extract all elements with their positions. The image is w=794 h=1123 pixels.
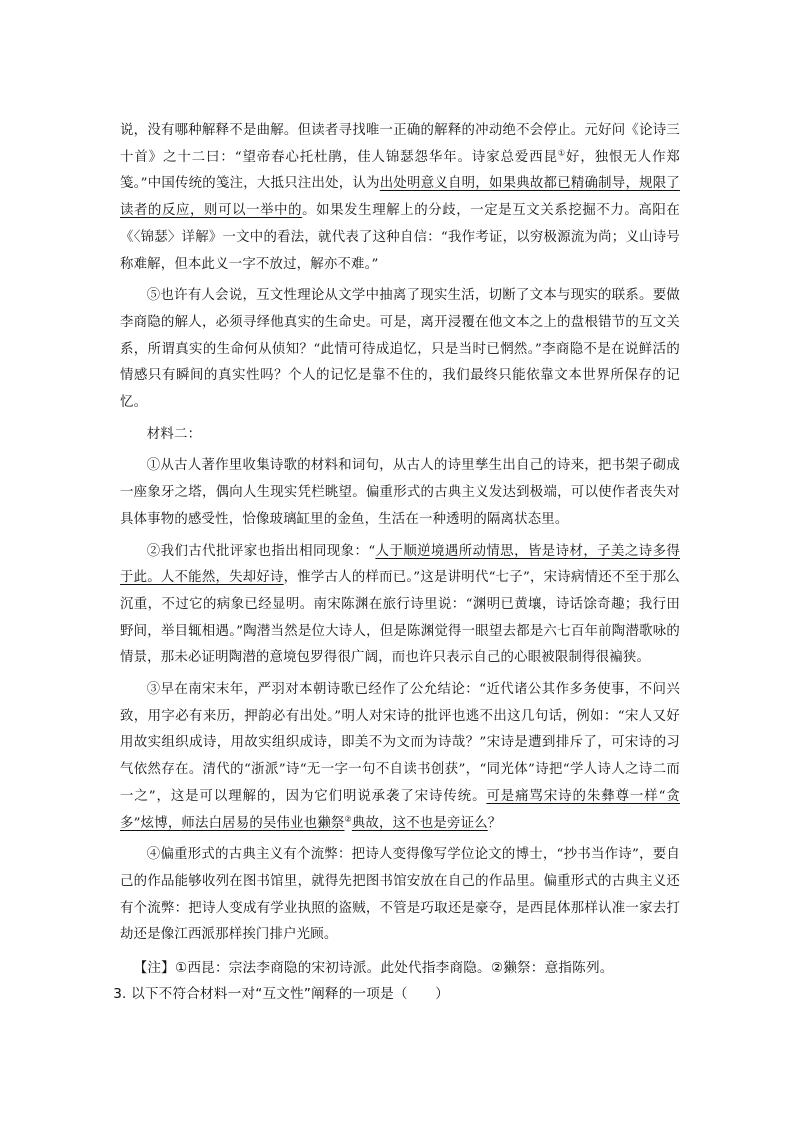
footnote-marker-1: ①	[557, 148, 567, 158]
material-two-para-1: ①从古人著作里收集诗歌的材料和词句，从古人的诗里孳生出自己的诗来，把书架子砌成一座象牙之塔，偶向人生现实凭栏眺望。偏重形式的古典主义发达到极端，可以使作者丧失对具体事物的感受性，恰像玻璃缸里的金鱼，生活在一种透明的隔离状态里。	[120, 458, 680, 527]
document-page	[113, 118, 681, 1007]
underlined-passage: 可是痛骂宋诗的朱彝尊一样“贪多”炫博，师法白居易的吴伟业也獭祭	[120, 788, 680, 831]
material-two-heading: 材料二：	[146, 426, 202, 442]
paragraph-continued: 说，没有哪种解释不是曲解。但读者寻找唯一正确的解释的冲动绝不会停止。元好问《论诗三十首》之十二曰：“望帝春心托杜鹃，佳人锦瑟怨华年。诗家总爱西昆①好，独恨无人作郑笺。”中国传统的笺注，大抵只注出处，认为出处明意义自明，如果典故都已精确制导，规限了读者的反应，则可以一举中的。如果发生理解上的分歧，一定是互文关系挖掘不力。高阳在《〈锦瑟〉详解》一文中的看法，就代表了这种自信：“我作考证，以穷极源流为尚；义山诗号称难解，但本此义一字不放过，解亦不难。”	[120, 123, 680, 272]
footnote-marker-2: ②	[344, 814, 352, 824]
underlined-passage: 典故，这不也是旁证么	[351, 815, 488, 831]
material-two-para-3: ③早在南宋末年，严羽对本朝诗歌已经作了公允结论：“近代诸公其作多务使事，不问兴致，用字必有来历，押韵必有出处。”明人对宋诗的批评也逃不出这几句话，例如：“宋人又好用故实组织成诗，用故实组织成诗，即美不为文而为诗哉？”宋诗是遭到排斥了，可宋诗的习气依然存在。清代的“浙派”诗“无一字一句不自读书创获”，“同光体”诗把“学人诗人之诗二而一之”，这是可以理解的，因为它们明说承袭了宋诗传统。可是痛骂宋诗的朱彝尊一样“贪多”炫博，师法白居易的吴伟业也獭祭②典故，这不也是旁证么？	[120, 682, 680, 831]
underlined-passage: 出处明意义自明，如果典故都已精确制导，规限了读者的反应，则可以一举中的	[120, 176, 680, 219]
underlined-passage: 人于顺逆境遇所动情思，皆是诗材，子美之诗多得于此。人不能然，失却好诗	[120, 543, 681, 586]
material-two-para-2: ②我们古代批评家也指出相同现象：“人于顺逆境遇所动情思，皆是诗材，子美之诗多得于此。人不能然，失却好诗，惟学古人的样而已。”这是讲明代“七子”，宋诗病情还不至于那么沉重，不过它的病象已经显明。南宋陈渊在旅行诗里说：“渊明已黄壤，诗话馀奇趣；我行田野间，举目辄相遇。”陶潜当然是位大诗人，但是陈渊觉得一眼望去都是六七百年前陶潜歌咏的情景，那未必证明陶潜的意境包罗得很广阔，而也许只表示自己的心眼被限制得很褊狭。	[120, 543, 681, 666]
question-3: 3. 以下不符合材料一对“互文性”阐释的一项是（ ）	[113, 986, 450, 1003]
paragraph-5: ⑤也许有人会说，互文性理论从文学中抽离了现实生活，切断了文本与现实的联系。要做李商隐的解人，必须寻绎他真实的生命史。可是，离开浸覆在他文本之上的盘根错节的互文关系，所谓真实的生命何从侦知？“此情可待成追忆，只是当时已惘然。”李商隐不是在说鲜活的情感只有瞬间的真实性吗？个人的记忆是靠不住的，我们最终只能依靠文本世界所保存的记忆。	[120, 288, 680, 411]
footnote: 【注】①西昆：宗法李商隐的宋初诗派。此处代指李商隐。②獭祭：意指陈列。	[133, 960, 614, 977]
material-two-para-4: ④偏重形式的古典主义有个流弊：把诗人变得像写学位论文的博士，“抄书当作诗”，要自己的作品能够收列在图书馆里，就得先把图书馆安放在自己的作品里。偏重形式的古典主义还有个流弊：把诗人变成有学业执照的盗贼，不管是巧取还是豪夺，是西昆体那样认准一家去打劫还是像江西派那样挨门排户光顾。	[120, 847, 680, 943]
